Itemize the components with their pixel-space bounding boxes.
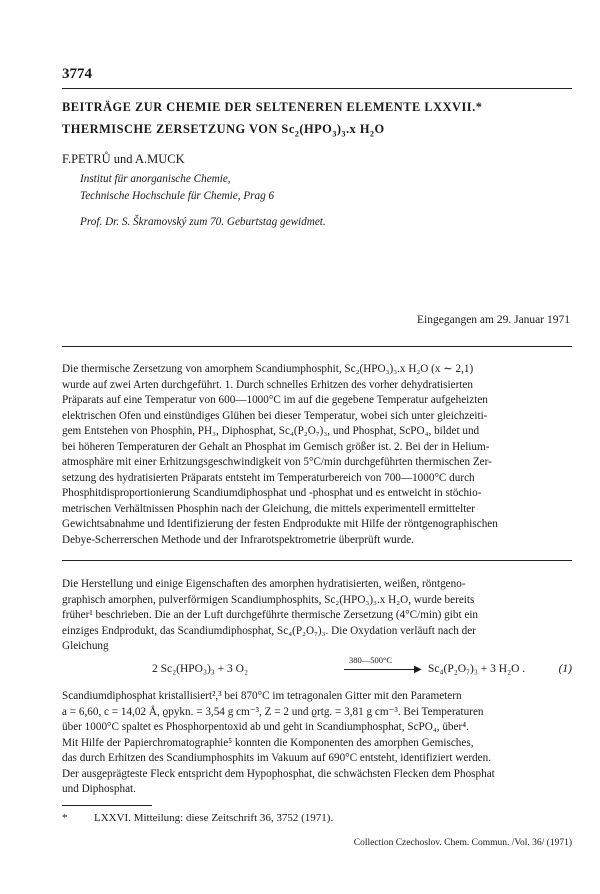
dedication: Prof. Dr. S. Škramovský zum 70. Geburtstag gewidmet. [80, 216, 326, 228]
body-line: Der ausgeprägteste Fleck entspricht dem Hypophosphat, die schwächsten Flecken dem Phosphat [62, 767, 495, 780]
abstract-top-rule [62, 346, 572, 347]
body-line: einziges Endprodukt, das Scandiumdiphosphat, Sc₄(P₂O₇)₃. Die Oxydation verläuft nach der [62, 624, 476, 637]
footnote-text: LXXVI. Mitteilung: diese Zeitschrift 36, 3752 (1971). [94, 812, 334, 824]
abstract-line: Präparats auf eine Temperatur von 600—1000°C im auf die gegebene Temperatur aufgeheizten [62, 394, 488, 406]
abstract-line: Die thermische Zersetzung von amorphem Scandiumphosphit, Sc₂(HPO₃)₃.x H₂O (x ∼ 2,1) [62, 363, 474, 375]
abstract-bottom-rule [62, 560, 572, 561]
article-title-line1: BEITRÄGE ZUR CHEMIE DER SELTENEREN ELEMENTE LXXVII.* [62, 100, 483, 114]
equation-rhs: Sc₄(P₂O₇)₃ + 3 H₂O . [428, 663, 526, 675]
body-line: a = 6,60, c = 14,02 Å, ϱpykn. = 3,54 g cm⁻³, Z = 2 und ϱrtg. = 3,81 g cm⁻³. Bei Temperaturen [62, 705, 484, 718]
institution-line2: Technische Hochschule für Chemie, Prag 6 [80, 190, 275, 202]
equation-condition: 380—500°C [349, 655, 393, 665]
authors: F.PETRŮ und A.MUCK [62, 152, 185, 166]
reaction-arrow-line [344, 669, 418, 670]
equation-1 [62, 655, 572, 685]
equation-lhs: 2 Sc₂(HPO₃)₃ + 3 O₂ [152, 663, 248, 675]
journal-citation: Collection Czechoslov. Chem. Commun. /Vol. 36/ (1971) [353, 838, 572, 848]
body-line: Mit Hilfe der Papierchromatographie⁵ konnten die Komponenten des amorphen Gemisches, [62, 736, 474, 749]
abstract-line: Phosphitdisproportionierung Scandiumdiphosphat und -phosphat und es entweicht in stöchio- [62, 487, 482, 499]
page-number: 3774 [62, 66, 92, 82]
abstract-line: setzung des hydratisierten Präparats entsteht im Temperaturbereich von 700—1000°C durch [62, 471, 475, 484]
abstract-line: metrischen Verhältnissen Phosphin nach der Gleichung, die mittels experimentell ermittelter [62, 502, 475, 515]
institution-line1: Institut für anorganische Chemie, [80, 173, 231, 185]
abstract-line: bei höheren Temperaturen der Gehalt an Phosphat im Gemisch größer ist. 2. Bei der in Helium- [62, 440, 490, 453]
body-line: über 1000°C spaltet es Phosphorpentoxid ab und geht in Scandiumphosphat, ScPO₄, über⁴. [62, 721, 469, 733]
body-paragraph-2 [62, 689, 572, 798]
header-rule [62, 88, 572, 89]
body-line: früher¹ beschrieben. Die an der Luft durchgeführte thermische Zersetzung (4°C/min) gibt ein [62, 609, 479, 621]
abstract-line: gem Entstehen von Phosphin, PH₃, Diphosphat, Sc₄(P₂O₇)₃, und Phosphat, ScPO₄, bildet und [62, 425, 480, 437]
abstract-line: wurde auf zwei Arten durchgeführt. 1. Durch schnelles Erhitzen des vorher dehydratisierten [62, 378, 473, 391]
equation-number: (1) [558, 663, 572, 675]
body-line: und Diphosphat. [62, 783, 136, 795]
body-line: das durch Erhitzen des Scandiumphosphits im Vakuum auf 690°C entsteht, identifiziert werden. [62, 752, 491, 764]
body-paragraph-1 [62, 577, 572, 655]
footnote-rule [62, 805, 152, 806]
article-title-line2: THERMISCHE ZERSETZUNG VON $Sc_2(HPO_3)_3.x$ $H_2O$ [62, 122, 385, 139]
body-line: graphisch amorphen, pulverförmigen Scandiumphosphits, Sc₂(HPO₃)₃.x H₂O, wurde bereits [62, 593, 475, 606]
abstract-line: Gewichtsabnahme und Identifizierung der festen Endprodukte mit Hilfe der röntgenographischen [62, 518, 498, 530]
body-line: Gleichung [62, 640, 109, 652]
abstract-line: atmosphäre mit einer Erhitzungsgeschwindigkeit von 5°C/min durchgeführten thermischen Zer- [62, 456, 492, 468]
footnote [62, 812, 333, 824]
abstract-line: elektrischen Ofen und einstündiges Glühen bei dieser Temperatur, wobei sich unter gleichzeiti- [62, 409, 488, 422]
abstract [62, 362, 572, 548]
abstract-line: Debye-Scherrerschen Methode und der Infrarotspektrometrie überprüft wurde. [62, 533, 414, 546]
body-line: Die Herstellung und einige Eigenschaften des amorphen hydratisierten, weißen, röntgeno- [62, 578, 466, 590]
footnote-marker: * [62, 812, 68, 824]
received-date: Eingegangen am 29. Januar 1971 [417, 314, 570, 326]
arrow-head-icon: ▶ [414, 664, 422, 675]
body-line: Scandiumdiphosphat kristallisiert²,³ bei 870°C im tetragonalen Gitter mit den Parametern [62, 690, 462, 702]
